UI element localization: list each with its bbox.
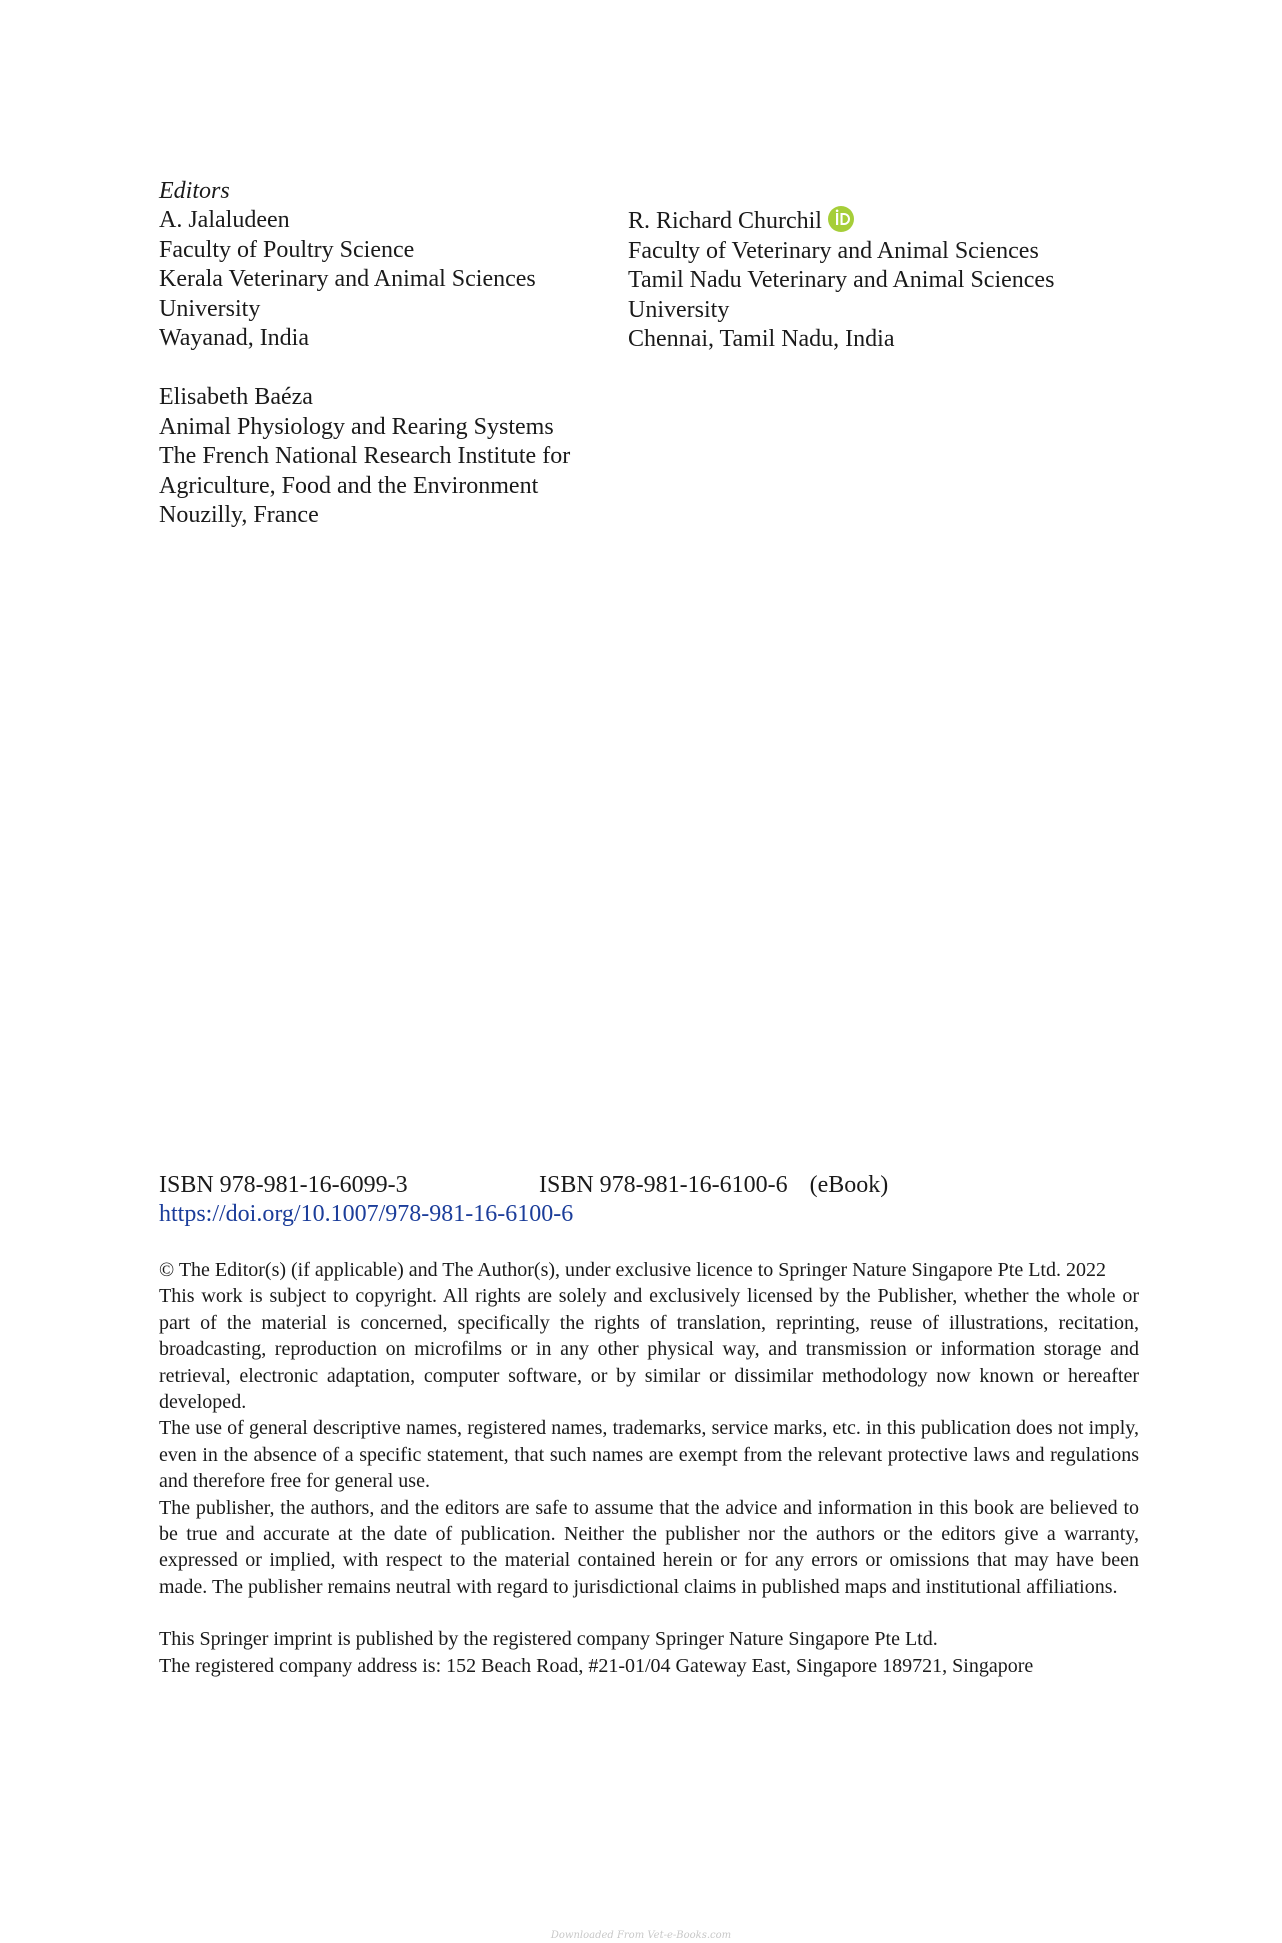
- editor-affiliation-line: Tamil Nadu Veterinary and Animal Sciences: [628, 267, 1055, 293]
- editor-affiliation-line: Faculty of Poultry Science: [159, 236, 415, 263]
- disclaimer-paragraph: The publisher, the authors, and the editors are safe to assume that the advice and information in this book are believed to be true and accurate at the date of publication. Neither the publisher nor the authors or the editors give a warranty, expressed or implied, with respect to the material contained herein or for any errors or omissions that may have been made. The publisher remains neutral with regard to jurisdictional claims in published maps and institutional affiliations.: [159, 1496, 1139, 1598]
- copyright-line: © The Editor(s) (if applicable) and The Author(s), under exclusive licence to Springer Nature Singapore Pte Ltd. 2022: [159, 1259, 1106, 1281]
- editor-affiliation-line: Kerala Veterinary and Animal Sciences: [159, 266, 536, 292]
- imprint-line: This Springer imprint is published by the registered company Springer Nature Singapore Pte Ltd.: [159, 1628, 938, 1651]
- trademark-paragraph: The use of general descriptive names, registered names, trademarks, service marks, etc. in this publication does not imply, even in the absence of a specific statement, that such names are exempt from the relevant protective laws and regulations and therefore free for general use.: [159, 1417, 1139, 1493]
- editor-name: A. Jalaludeen: [159, 207, 290, 233]
- watermark: Downloaded From Vet-e-Books.com: [550, 1930, 732, 1941]
- editor-affiliation-line: University: [628, 296, 730, 323]
- editor-affiliation-line: Animal Physiology and Rearing Systems: [159, 413, 554, 440]
- isbn-ebook-format: (eBook): [809, 1172, 889, 1198]
- spacer: [159, 1600, 1139, 1626]
- editor-name-row: [628, 206, 1054, 237]
- orcid-icon[interactable]: [828, 206, 854, 232]
- isbn-row: [159, 1171, 888, 1200]
- editor-name: R. Richard Churchil: [628, 208, 822, 234]
- editor-affiliation-line: Agriculture, Food and the Environment: [159, 472, 539, 499]
- editor-churchil: [628, 206, 1054, 355]
- editor-affiliation-line: Chennai, Tamil Nadu, India: [628, 326, 895, 352]
- copyright-paragraph: This work is subject to copyright. All rights are solely and exclusively licensed by the Publisher, whether the whole or part of the material is concerned, specifically the rights of translation, reprinting, reuse of illustrations, recitation, broadcasting, reproduction on microfilms or in any other physical way, and transmission or information storage and retrieval, electronic adaptation, computer software, or by similar or dissimilar methodology now known or hereafter developed.: [159, 1285, 1139, 1414]
- editor-affiliation-line: The French National Research Institute for: [159, 443, 571, 469]
- editor-name: Elisabeth Baéza: [159, 384, 313, 410]
- address-line: The registered company address is: 152 Beach Road, #21-01/04 Gateway East, Singapore 189721, Singapore: [159, 1654, 1034, 1677]
- editor-affiliation-line: University: [159, 295, 261, 322]
- doi-link[interactable]: https://doi.org/10.1007/978-981-16-6100-6: [159, 1201, 574, 1227]
- editors-label: Editors: [159, 178, 230, 204]
- editor-jalaludeen: [159, 206, 536, 354]
- isbn-print: ISBN 978-981-16-6099-3: [159, 1172, 408, 1198]
- editor-baeza: [159, 383, 570, 531]
- editor-affiliation-line: Faculty of Veterinary and Animal Sciences: [628, 237, 1039, 264]
- editor-affiliation-line: Nouzilly, France: [159, 502, 319, 528]
- copyright-notice: [159, 1257, 1139, 1679]
- isbn-block: [159, 1171, 888, 1229]
- editor-affiliation-line: Wayanad, India: [159, 325, 309, 351]
- isbn-ebook: ISBN 978-981-16-6100-6: [539, 1172, 788, 1198]
